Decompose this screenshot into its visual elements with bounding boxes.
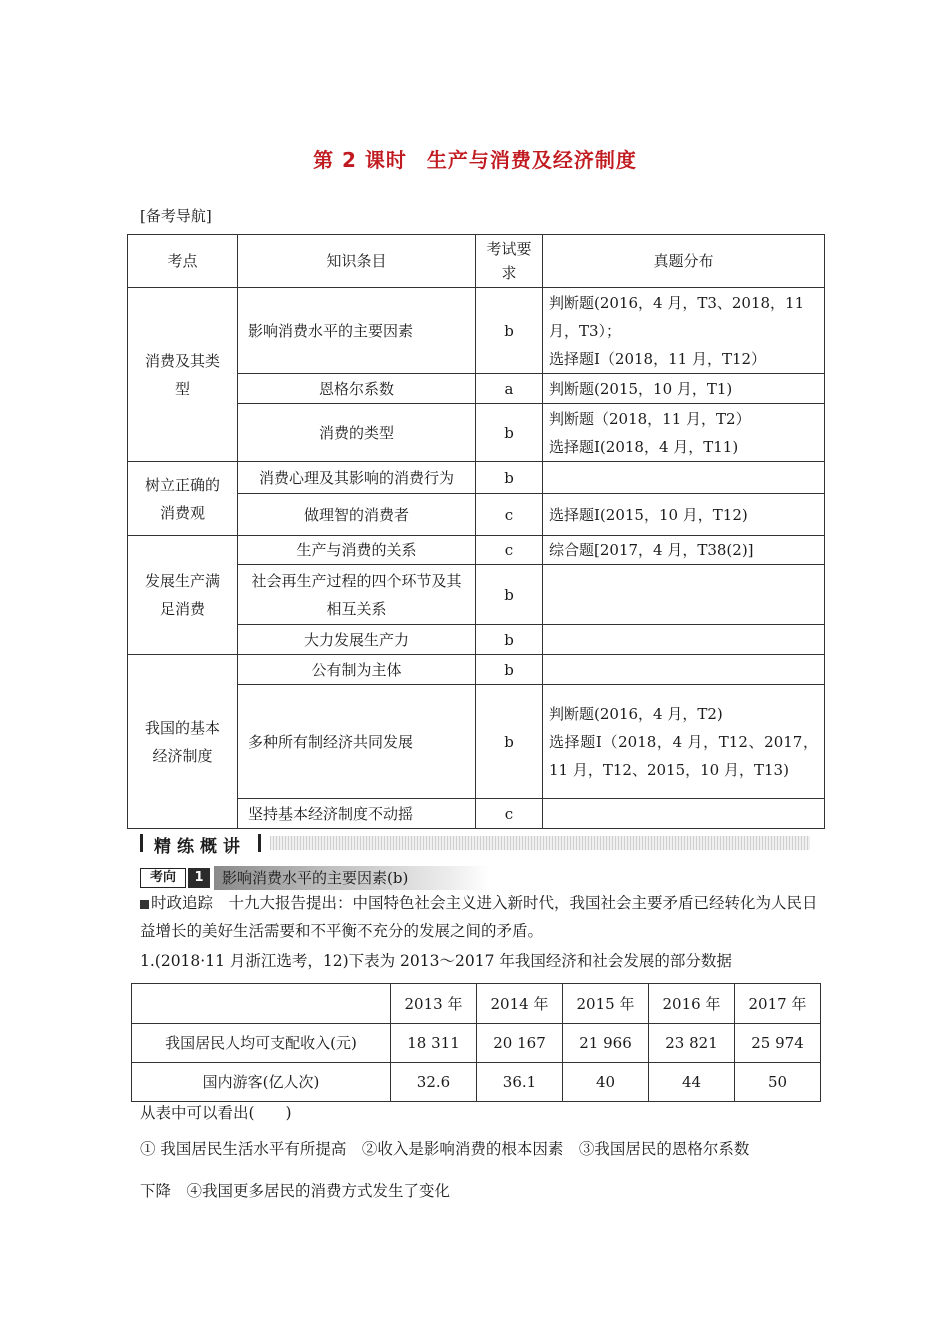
req-cell: b	[476, 404, 543, 462]
options-line-1: ① 我国居民生活水平有所提高 ②收入是影响消费的根本因素 ③我国居民的恩格尔系数	[140, 1140, 750, 1158]
dist-cell	[543, 462, 825, 494]
banner-right-bar	[258, 834, 261, 852]
banner-stripe	[270, 836, 810, 850]
news-prefix: 时政追踪	[151, 894, 214, 912]
year-header: 2013 年	[391, 984, 477, 1024]
question-1-stem: 1.(2018·11 月浙江选考，12)下表为 2013～2017 年我国经济和社会发展的部分数据	[140, 952, 732, 970]
kaoxiang-topic: 影响消费水平的主要因素(b)	[222, 869, 409, 887]
table-row	[128, 288, 825, 374]
item-cell: 影响消费水平的主要因素	[238, 288, 476, 374]
item-cell: 恩格尔系数	[238, 374, 476, 404]
table-header-row	[132, 984, 821, 1024]
dist-cell: 判断题(2016，4 月，T2) 选择题Ⅰ（2018，4 月，T12、2017，11 月，T12、2015，10 月，T13)	[543, 685, 825, 799]
req-cell: b	[476, 655, 543, 685]
header-kaodian: 考点	[128, 235, 238, 288]
data-cell: 21 966	[563, 1024, 649, 1063]
item-cell: 坚持基本经济制度不动摇	[238, 799, 476, 829]
table-row	[128, 655, 825, 685]
dist-cell: 选择题Ⅰ(2015，10 月，T12)	[543, 494, 825, 536]
dist-cell	[543, 655, 825, 685]
data-cell: 50	[735, 1063, 821, 1102]
dist-cell	[543, 565, 825, 625]
item-cell: 做理智的消费者	[238, 494, 476, 536]
data-cell: 44	[649, 1063, 735, 1102]
item-cell: 大力发展生产力	[238, 625, 476, 655]
table-row	[132, 1063, 821, 1102]
table-row	[128, 536, 825, 565]
kaoxiang-header	[140, 866, 490, 890]
req-cell: b	[476, 565, 543, 625]
header-zhishi: 知识条目	[238, 235, 476, 288]
year-header: 2017 年	[735, 984, 821, 1024]
req-cell: b	[476, 685, 543, 799]
table-header-row	[128, 235, 825, 288]
year-header: 2014 年	[477, 984, 563, 1024]
item-cell: 消费心理及其影响的消费行为	[238, 462, 476, 494]
table-row	[128, 462, 825, 494]
data-cell: 20 167	[477, 1024, 563, 1063]
data-cell: 40	[563, 1063, 649, 1102]
square-bullet-icon	[140, 900, 149, 909]
req-cell: b	[476, 288, 543, 374]
data-cell: 23 821	[649, 1024, 735, 1063]
dist-cell: 判断题(2015，10 月，T1)	[543, 374, 825, 404]
news-paragraph	[140, 889, 820, 945]
dist-cell: 综合题[2017，4 月，T38(2)]	[543, 536, 825, 565]
nav-label: [备考导航]	[140, 207, 212, 225]
news-text: 十九大报告提出：中国特色社会主义进入新时代，我国社会主要矛盾已经转化为人民日益增长的美好生活需要和不平衡不充分的发展之间的矛盾。	[140, 894, 818, 940]
topic-cell: 消费及其类型	[128, 288, 238, 462]
year-header: 2015 年	[563, 984, 649, 1024]
data-cell: 32.6	[391, 1063, 477, 1102]
req-cell: b	[476, 625, 543, 655]
topic-cell: 树立正确的消费观	[128, 462, 238, 536]
section-banner	[140, 832, 810, 857]
corner-cell	[132, 984, 391, 1024]
kaoxiang-label: 考向	[140, 868, 186, 888]
banner-left-bar	[140, 834, 143, 852]
dist-cell	[543, 625, 825, 655]
req-cell: c	[476, 799, 543, 829]
topic-cell: 我国的基本经济制度	[128, 655, 238, 829]
dist-cell: 判断题（2018，11 月，T2） 选择题Ⅰ(2018，4 月，T11)	[543, 404, 825, 462]
topic-cell: 发展生产满足消费	[128, 536, 238, 655]
options-line-2: 下降 ④我国更多居民的消费方式发生了变化	[140, 1182, 451, 1200]
kaoxiang-number: 1	[188, 868, 210, 888]
question-prompt: 从表中可以看出( )	[140, 1104, 292, 1122]
item-cell: 多种所有制经济共同发展	[238, 685, 476, 799]
dist-cell: 判断题(2016，4 月，T3、2018，11 月，T3）； 选择题Ⅰ（2018，11 月，T12）	[543, 288, 825, 374]
row-label: 国内游客(亿人次)	[132, 1063, 391, 1102]
year-header: 2016 年	[649, 984, 735, 1024]
row-label: 我国居民人均可支配收入(元)	[132, 1024, 391, 1063]
page-title	[0, 144, 950, 173]
req-cell: b	[476, 462, 543, 494]
data-cell: 25 974	[735, 1024, 821, 1063]
lesson-name: 生产与消费及经济制度	[426, 148, 637, 172]
data-cell: 18 311	[391, 1024, 477, 1063]
item-cell: 生产与消费的关系	[238, 536, 476, 565]
dist-cell	[543, 799, 825, 829]
table-row	[132, 1024, 821, 1063]
header-zhenti: 真题分布	[543, 235, 825, 288]
req-cell: c	[476, 536, 543, 565]
data-cell: 36.1	[477, 1063, 563, 1102]
item-cell: 公有制为主体	[238, 655, 476, 685]
header-yaoqiu: 考试要求	[476, 235, 543, 288]
item-cell: 消费的类型	[238, 404, 476, 462]
exam-guide-table	[127, 234, 825, 829]
data-table	[131, 983, 821, 1102]
req-cell: c	[476, 494, 543, 536]
req-cell: a	[476, 374, 543, 404]
lesson-number: 第 2 课时	[313, 148, 407, 172]
item-cell: 社会再生产过程的四个环节及其相互关系	[238, 565, 476, 625]
banner-title: 精练概讲	[154, 837, 246, 857]
